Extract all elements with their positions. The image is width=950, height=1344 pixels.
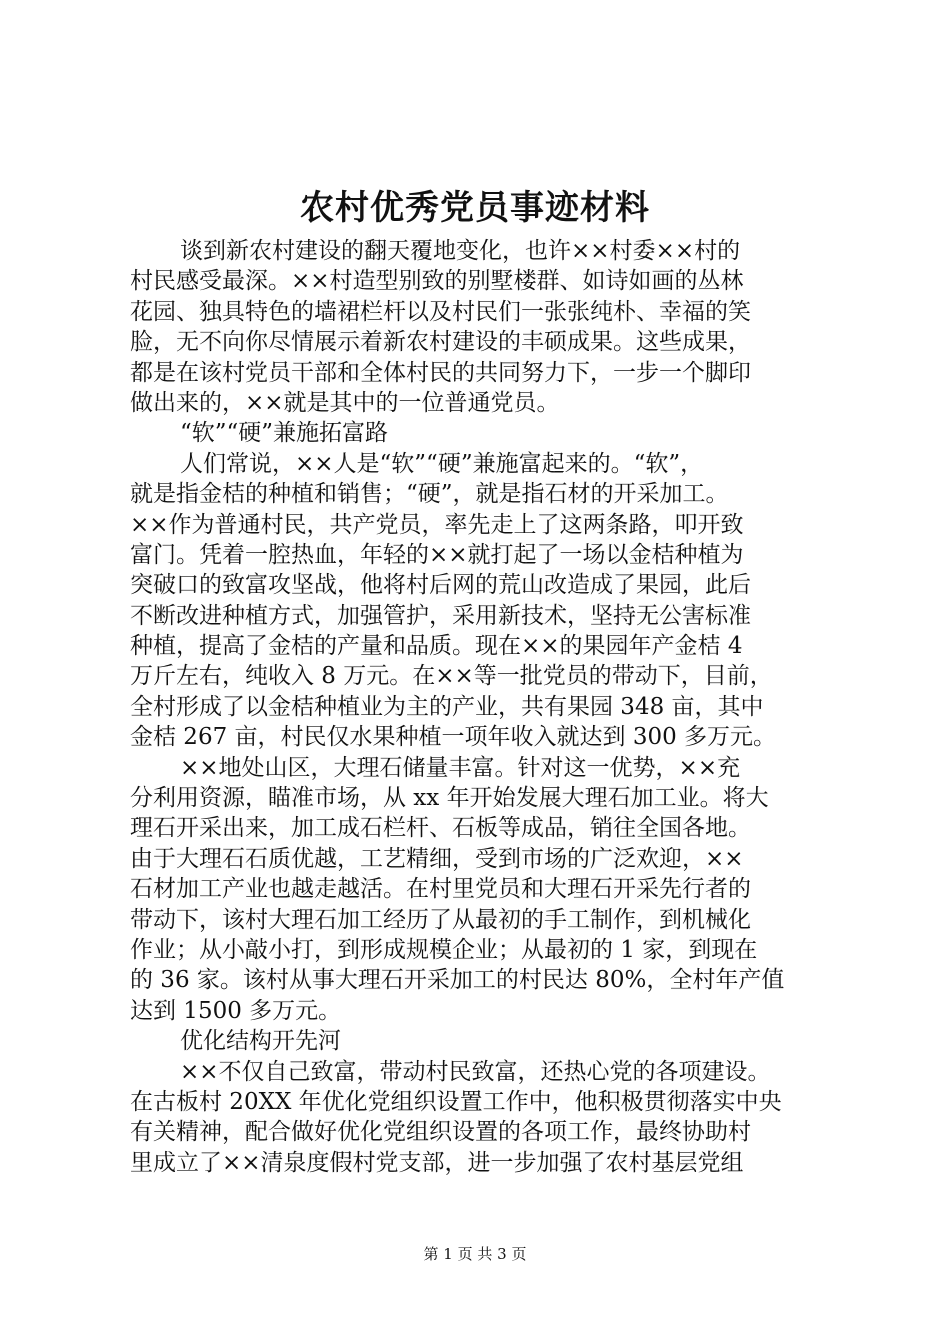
document-title: 农村优秀党员事迹材料 (300, 188, 650, 228)
paragraph-line: 分利用资源，瞄准市场，从 xx 年开始发展大理石加工业。将大 (130, 785, 769, 812)
paragraph-line: 做出来的，××就是其中的一位普通党员。 (130, 389, 560, 416)
paragraph-line: 理石开采出来，加工成石栏杆、石板等成品，销往全国各地。 (130, 815, 751, 842)
paragraph-line: 达到 1500 多万元。 (130, 997, 342, 1024)
paragraph-line: 村民感受最深。××村造型别致的别墅楼群、如诗如画的丛林 (130, 268, 744, 295)
paragraph-line: 就是指金桔的种植和销售；“硬”，就是指石材的开采加工。 (130, 481, 729, 508)
paragraph-line: 的 36 家。该村从事大理石开采加工的村民达 80%，全村年产值 (130, 967, 785, 994)
paragraph-line: 突破口的致富攻坚战，他将村后网的荒山改造成了果园，此后 (130, 572, 751, 599)
paragraph-line: ××地处山区，大理石储量丰富。针对这一优势，××充 (180, 754, 741, 781)
paragraph-line: 作业；从小敲小打，到形成规模企业；从最初的 1 家，到现在 (130, 936, 758, 963)
paragraph-line: 在古板村 20XX 年优化党组织设置工作中，他积极贯彻落实中央 (130, 1088, 782, 1115)
paragraph-line: 花园、独具特色的墙裙栏杆以及村民们一张张纯朴、幸福的笑 (130, 298, 751, 325)
paragraph-line: 由于大理石石质优越，工艺精细，受到市场的广泛欢迎，×× (130, 845, 744, 872)
paragraph-line: 里成立了××清泉度假村党支部，进一步加强了农村基层党组 (130, 1149, 744, 1176)
paragraph-line: 不断改进种植方式，加强管护，采用新技术，坚持无公害标准 (130, 602, 751, 629)
paragraph-line: ××不仅自己致富，带动村民致富，还热心党的各项建设。 (180, 1058, 771, 1085)
paragraph-line: 全村形成了以金桔种植业为主的产业，共有果园 348 亩，其中 (130, 693, 764, 720)
page-footer: 第 1 页 共 3 页 (423, 1245, 527, 1263)
paragraph-line: 脸，无不向你尽情展示着新农村建设的丰硕成果。这些成果， (130, 329, 751, 356)
paragraph-line: 种植，提高了金桔的产量和品质。现在××的果园年产金桔 4 (130, 633, 743, 660)
paragraph-line: 有关精神，配合做好优化党组织设置的各项工作，最终协助村 (130, 1119, 751, 1146)
paragraph-line: 都是在该村党员干部和全体村民的共同努力下，一步一个脚印 (130, 359, 751, 386)
section-heading: “软”“硬”兼施拓富路 (180, 420, 389, 447)
document-body (130, 236, 840, 1178)
paragraph-line: 石材加工产业也越走越活。在村里党员和大理石开采先行者的 (130, 876, 751, 903)
paragraph-line: 谈到新农村建设的翻天覆地变化，也许××村委××村的 (180, 238, 741, 264)
section-heading: 优化结构开先河 (180, 1028, 341, 1055)
paragraph-line: 带动下，该村大理石加工经历了从最初的手工制作，到机械化 (130, 906, 751, 933)
paragraph-line: ××作为普通村民，共产党员，率先走上了这两条路，叩开致 (130, 511, 744, 538)
paragraph-line: 万斤左右，纯收入 8 万元。在××等一批党员的带动下，目前， (130, 663, 773, 690)
paragraph-line: 富门。凭着一腔热血，年轻的××就打起了一场以金桔种植为 (130, 541, 744, 568)
paragraph-line: 金桔 267 亩，村民仅水果种植一项年收入就达到 300 多万元。 (130, 724, 777, 751)
paragraph-line: 人们常说，××人是“软”“硬”兼施富起来的。“软”， (180, 450, 704, 477)
